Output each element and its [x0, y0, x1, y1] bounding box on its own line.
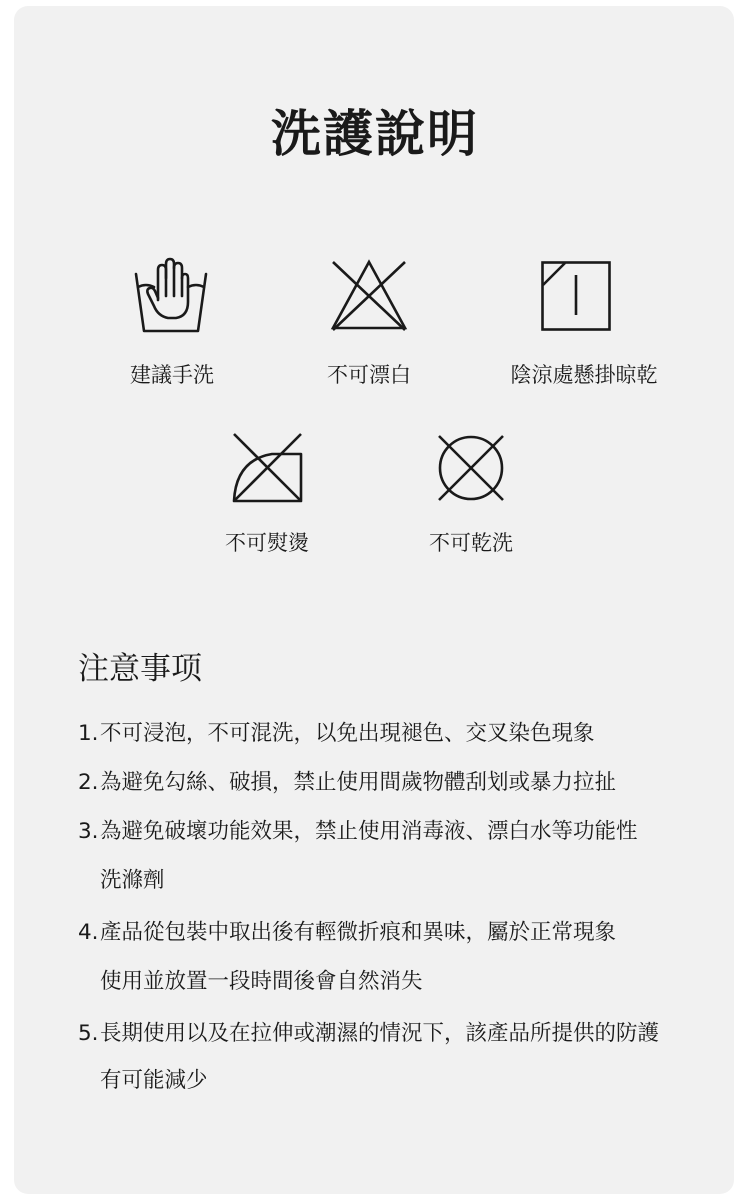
line-dry-shade-icon: [541, 261, 611, 331]
note-text: 不可浸泡，不可混洗，以免出現褪色、交叉染色現象: [100, 721, 595, 746]
note-text: 長期使用以及在拉伸或潮濕的情況下，該產品所提供的防護: [100, 1021, 660, 1046]
note-text-continued: 使用並放置一段時間後會自然消失: [100, 969, 423, 994]
no-bleach-icon: [331, 260, 407, 332]
symbol-label-no-dry-clean: 不可乾洗: [429, 531, 513, 555]
note-item-3: [78, 817, 638, 847]
note-text: 產品從包裝中取出後有輕微折痕和異味，屬於正常現象: [100, 920, 617, 945]
symbol-label-line-dry-shade: 陰涼處懸掛晾乾: [510, 363, 658, 387]
note-number: 2.: [78, 770, 99, 795]
page-title: 洗護說明: [271, 105, 479, 163]
note-text-continued: 有可能減少: [100, 1068, 208, 1093]
care-card: [14, 6, 734, 1194]
note-item-4: [78, 918, 616, 948]
note-item-5: [78, 1019, 659, 1049]
notes-title: 注意事项: [78, 651, 202, 687]
no-iron-icon: [232, 432, 302, 502]
no-dry-clean-icon: [437, 434, 505, 502]
symbol-label-hand-wash: 建議手洗: [130, 363, 214, 387]
note-text: 為避免破壞功能效果，禁止使用消毒液、漂白水等功能性: [100, 819, 638, 844]
symbol-label-no-iron: 不可熨燙: [225, 531, 309, 555]
note-item-2: [78, 768, 616, 798]
note-number: 3.: [78, 819, 99, 844]
note-item-1: [78, 719, 595, 749]
note-text: 為避免勾絲、破損，禁止使用間歲物體刮划或暴力拉扯: [100, 770, 617, 795]
hand-wash-icon: [134, 258, 208, 332]
note-number: 5.: [78, 1021, 99, 1046]
note-number: 4.: [78, 920, 99, 945]
symbol-label-no-bleach: 不可漂白: [327, 363, 411, 387]
note-number: 1.: [78, 721, 99, 746]
note-text-continued: 洗滌劑: [100, 868, 165, 893]
